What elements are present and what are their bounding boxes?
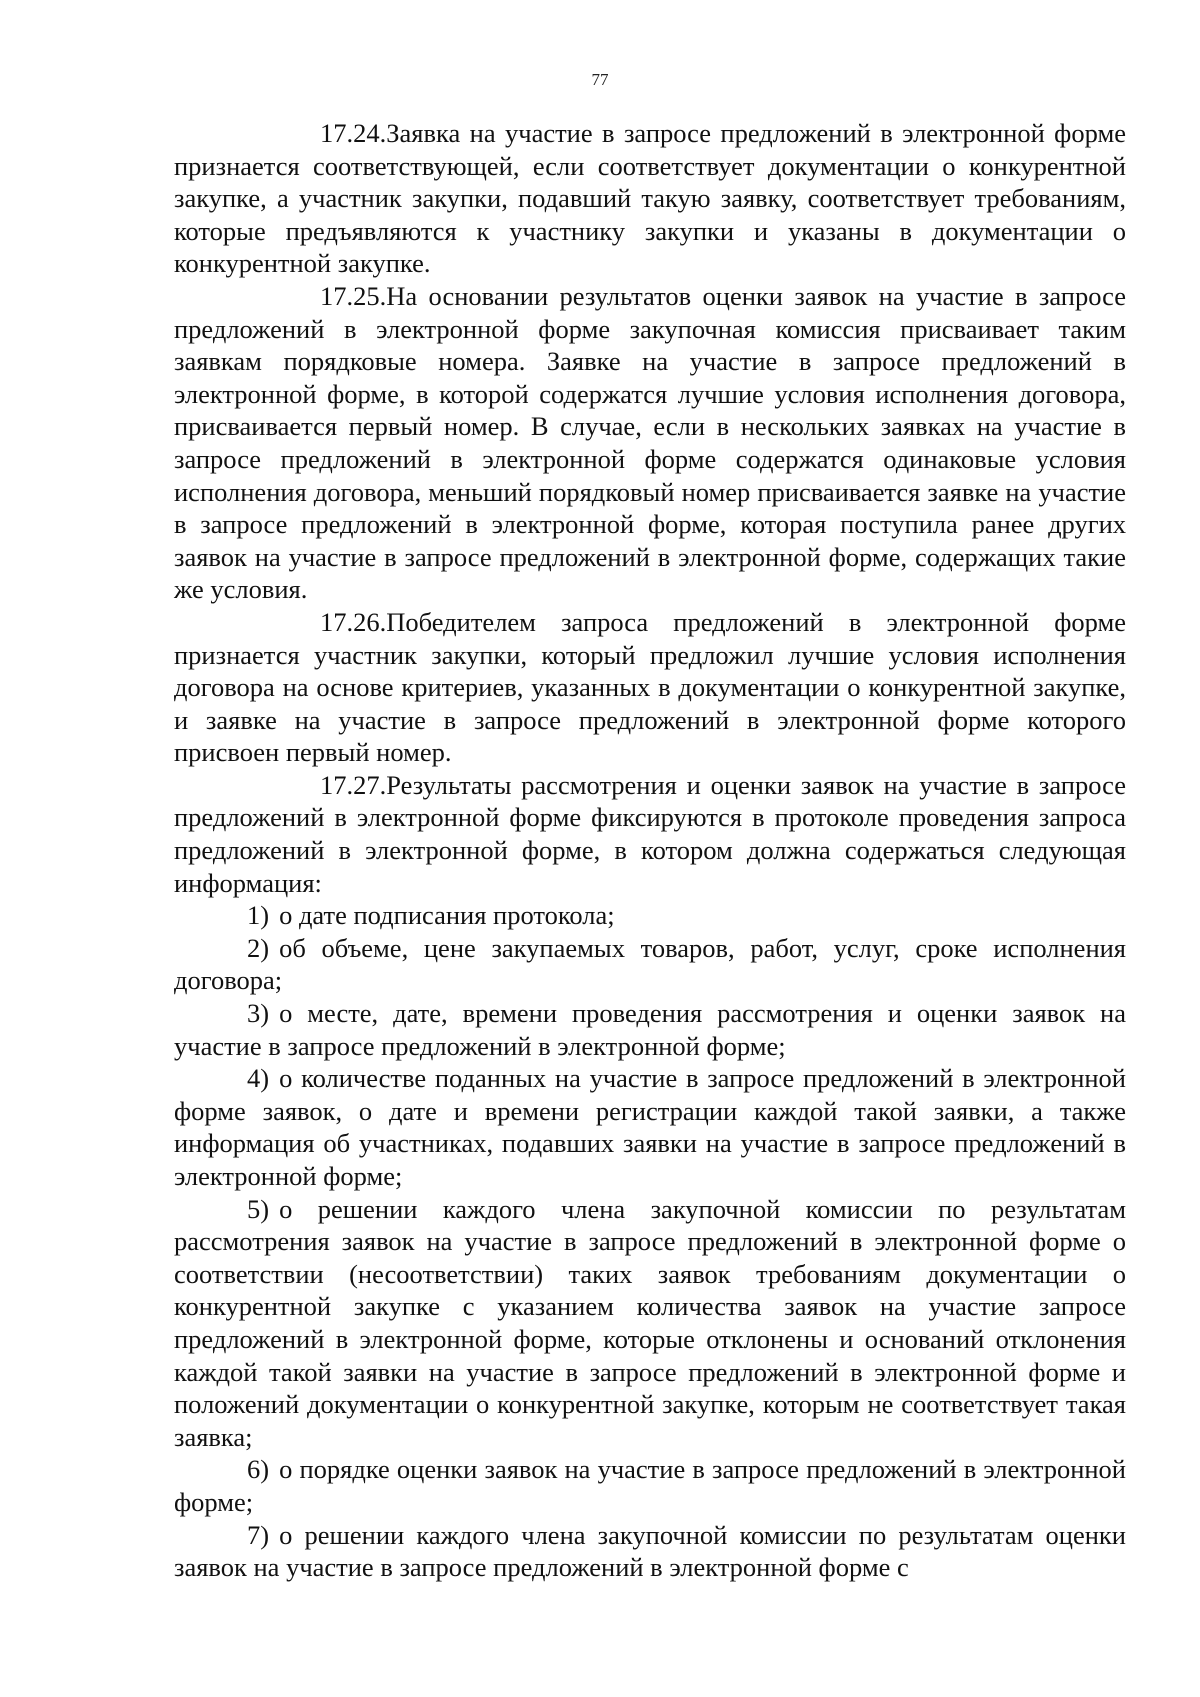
- page-number: 77: [591, 70, 609, 89]
- section-17-24: [174, 117, 1126, 280]
- item-number: 7): [247, 1519, 270, 1550]
- item-text: о решении каждого члена закупочной комиссии по результатам оценки заявок на участие в запросе предложений в электронной форме с: [174, 1519, 1126, 1583]
- item-number: 2): [247, 932, 270, 963]
- item-number: 3): [247, 998, 270, 1029]
- section-number: 17.27.: [320, 769, 387, 800]
- section-number: 17.26.: [320, 606, 387, 637]
- item-number: 4): [247, 1063, 270, 1094]
- section-17-26: [174, 606, 1126, 769]
- document-body: [174, 117, 1126, 1584]
- item-text: о порядке оценки заявок на участие в запросе предложений в электронной форме;: [174, 1454, 1126, 1517]
- item-text: об объеме, цене закупаемых товаров, работ, услуг, сроке исполнения договора;: [174, 932, 1126, 996]
- section-text: На основании результатов оценки заявок на участие в запросе предложений в электронной форме закупочная комиссия присваивает таким заявкам порядковые номера. Заявке на участие в запросе предложений в электронной форме, в которой содержатся лучшие условия исполнения договора, присваивается первый номер. В случае, если в нескольких заявках на участие в запросе предложений в электронной форме содержатся одинаковые условия исполнения договора, меньший порядковый номер присваивается заявке на участие в запросе предложений в электронной форме, которая поступила ранее других заявок на участие в запросе предложений в электронной форме, содержащих такие же условия.: [174, 280, 1126, 605]
- list-item-6: [174, 1453, 1126, 1518]
- section-text: Результаты рассмотрения и оценки заявок на участие в запросе предложений в электронной форме фиксируются в протоколе проведения запроса предложений в электронной форме, в котором должна содержаться следующая информация:: [174, 769, 1126, 898]
- item-text: о дате подписания протокола;: [279, 900, 615, 931]
- list-item-1: [174, 899, 1126, 932]
- section-number: 17.25.: [320, 280, 387, 311]
- list-item-3: [174, 997, 1126, 1062]
- item-text: о количестве поданных на участие в запросе предложений в электронной форме заявок, о дате и времени регистрации каждой такой заявки, а также информация об участниках, подавших заявки на участие в запросе предложений в электронной форме;: [174, 1063, 1126, 1191]
- list-item-7: [174, 1519, 1126, 1584]
- item-text: о месте, дате, времени проведения рассмотрения и оценки заявок на участие в запросе предложений в электронной форме;: [174, 998, 1126, 1061]
- list-item-2: [174, 932, 1126, 997]
- list-item-4: [174, 1062, 1126, 1192]
- list-item-5: [174, 1193, 1126, 1454]
- item-text: о решении каждого члена закупочной комиссии по результатам рассмотрения заявок на участие в запросе предложений в электронной форме о соответствии (несоответствии) таких заявок требованиям документации о конкурентной закупке с указанием количества заявок на участие запросе предложений в электронной форме, которые отклонены и оснований отклонения каждой такой заявки на участие в запросе предложений в электронной форме и положений документации о конкурентной закупке, которым не соответствует такая заявка;: [174, 1193, 1126, 1452]
- section-17-27: [174, 769, 1126, 899]
- section-text: Победителем запроса предложений в электронной форме признается участник закупки, который предложил лучшие условия исполнения договора на основе критериев, указанных в документации о конкурентной закупке, и заявке на участие в запросе предложений в электронной форме которого присвоен первый номер.: [174, 606, 1126, 768]
- section-17-25: [174, 280, 1126, 606]
- item-number: 6): [247, 1454, 270, 1485]
- item-number: 1): [247, 900, 270, 931]
- section-text: Заявка на участие в запросе предложений в электронной форме признается соответствующей, если соответствует документации о конкурентной закупке, а участник закупки, подавший такую заявку, соответствует требованиям, которые предъявляются к участнику закупки и указаны в документации о конкурентной закупке.: [174, 118, 1126, 279]
- section-number: 17.24.: [320, 118, 387, 148]
- item-number: 5): [247, 1193, 270, 1224]
